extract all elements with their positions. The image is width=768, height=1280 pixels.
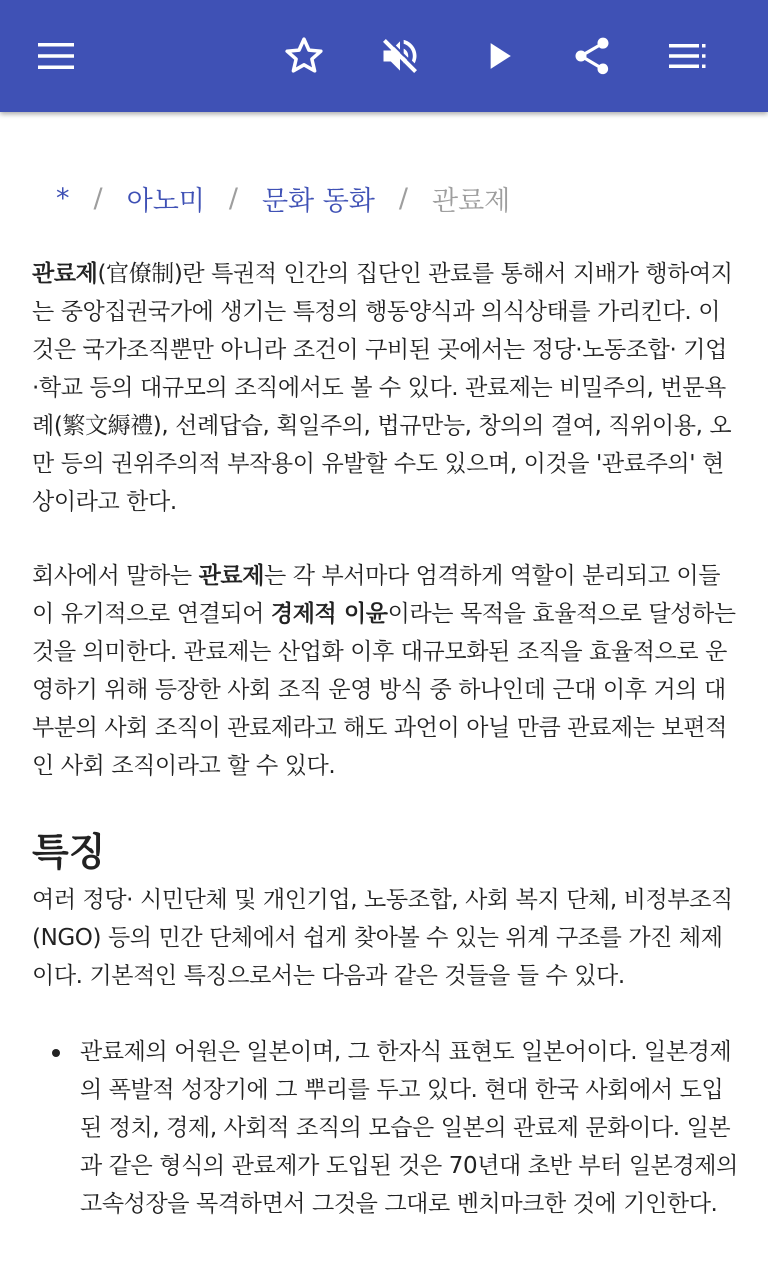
breadcrumb-separator: / <box>398 182 408 214</box>
bullet-icon <box>52 1049 60 1057</box>
play-button[interactable] <box>470 28 526 84</box>
share-icon <box>570 34 614 78</box>
article-body <box>32 255 740 1223</box>
bold-term: 관료제 <box>198 563 265 589</box>
breadcrumb <box>32 176 510 220</box>
breadcrumb-link-anomie[interactable]: 아노미 <box>126 185 205 217</box>
star-icon <box>282 34 326 78</box>
features-paragraph: 여러 정당· 시민단체 및 개인기업, 노동조합, 사회 복지 단체, 비정부조직(NGO) 등의 민간 단체에서 쉽게 찾아볼 수 있는 위계 구조를 가진 체제이다. 기본적인 특징으로서는 다음과 같은 것들을 들 수 있다. <box>32 887 733 989</box>
hamburger-menu-icon <box>36 40 76 72</box>
paragraph-text: 이라는 목적을 효율적으로 달성하는 것을 의미한다. 관료제는 산업화 이후 대규모화된 조직을 효율적으로 운영하기 위해 등장한 사회 조직 운영 방식 중 하나인데 근대 이후 거의 대부분의 사회 조직이 관료제라고 해도 과언이 아닐 만큼 관료제는 보편적인 사회 조직이라고 할 수 있다. <box>32 601 736 779</box>
bold-term: 관료제 <box>32 261 98 287</box>
breadcrumb-current: 관료제 <box>432 185 511 217</box>
menu-button[interactable] <box>28 28 84 84</box>
mute-button[interactable] <box>372 28 428 84</box>
breadcrumb-separator: / <box>228 182 238 214</box>
table-of-contents-icon <box>668 40 708 72</box>
paragraph-text: (官僚制)란 특권적 인간의 집단인 관료를 통해서 지배가 행하여지는 중앙집권국가에 생기는 특정의 행동양식과 의식상태를 가리킨다. 이것은 국가조직뿐만 아니라 조건이 구비된 곳에서는 정당·노동조합· 기업 ·학교 등의 대규모의 조직에서도 볼 수 있다. 관료제는 비밀주의, 번문욕례(繁文縟禮), 선례답습, 획일주의, 법규만능, 창의의 결여, 직위이용, 오만 등의 권위주의적 부작용이 유발할 수도 있으며, 이것을 '관료주의' 현상이라고 한다. <box>32 261 733 515</box>
favorite-button[interactable] <box>276 28 332 84</box>
app-bar <box>0 0 768 112</box>
list-item <box>80 1033 740 1223</box>
intro-paragraph <box>32 255 740 521</box>
features-list <box>32 1033 740 1223</box>
bold-term: 경제적 이윤 <box>270 601 388 627</box>
contents-button[interactable] <box>660 28 716 84</box>
breadcrumb-link-acculturation[interactable]: 문화 동화 <box>261 185 375 217</box>
paragraph-text: 는 각 부서마다 엄격하게 역할이 분리되고 이들이 유기적으로 연결되어 <box>32 563 721 627</box>
breadcrumb-link-home[interactable]: * <box>56 182 70 214</box>
share-button[interactable] <box>564 28 620 84</box>
list-item-text: 관료제의 어원은 일본이며, 그 한자식 표현도 일본어이다. 일본경제의 폭발적 성장기에 그 뿌리를 두고 있다. 현대 한국 사회에서 도입된 정치, 경제, 사회적 조직의 모습은 일본의 관료제 문화이다. 일본과 같은 형식의 관료제가 도입된 것은 70년대 초반 부터 일본경제의 고속성장을 목격하면서 그것을 그대로 벤치마크한 것에 기인한다. <box>80 1039 738 1217</box>
section-heading: 특징 <box>32 830 106 874</box>
play-icon <box>476 34 520 78</box>
paragraph-text: 회사에서 말하는 <box>32 563 199 589</box>
company-paragraph <box>32 557 740 785</box>
breadcrumb-separator: / <box>93 182 103 214</box>
volume-off-icon <box>378 34 422 78</box>
